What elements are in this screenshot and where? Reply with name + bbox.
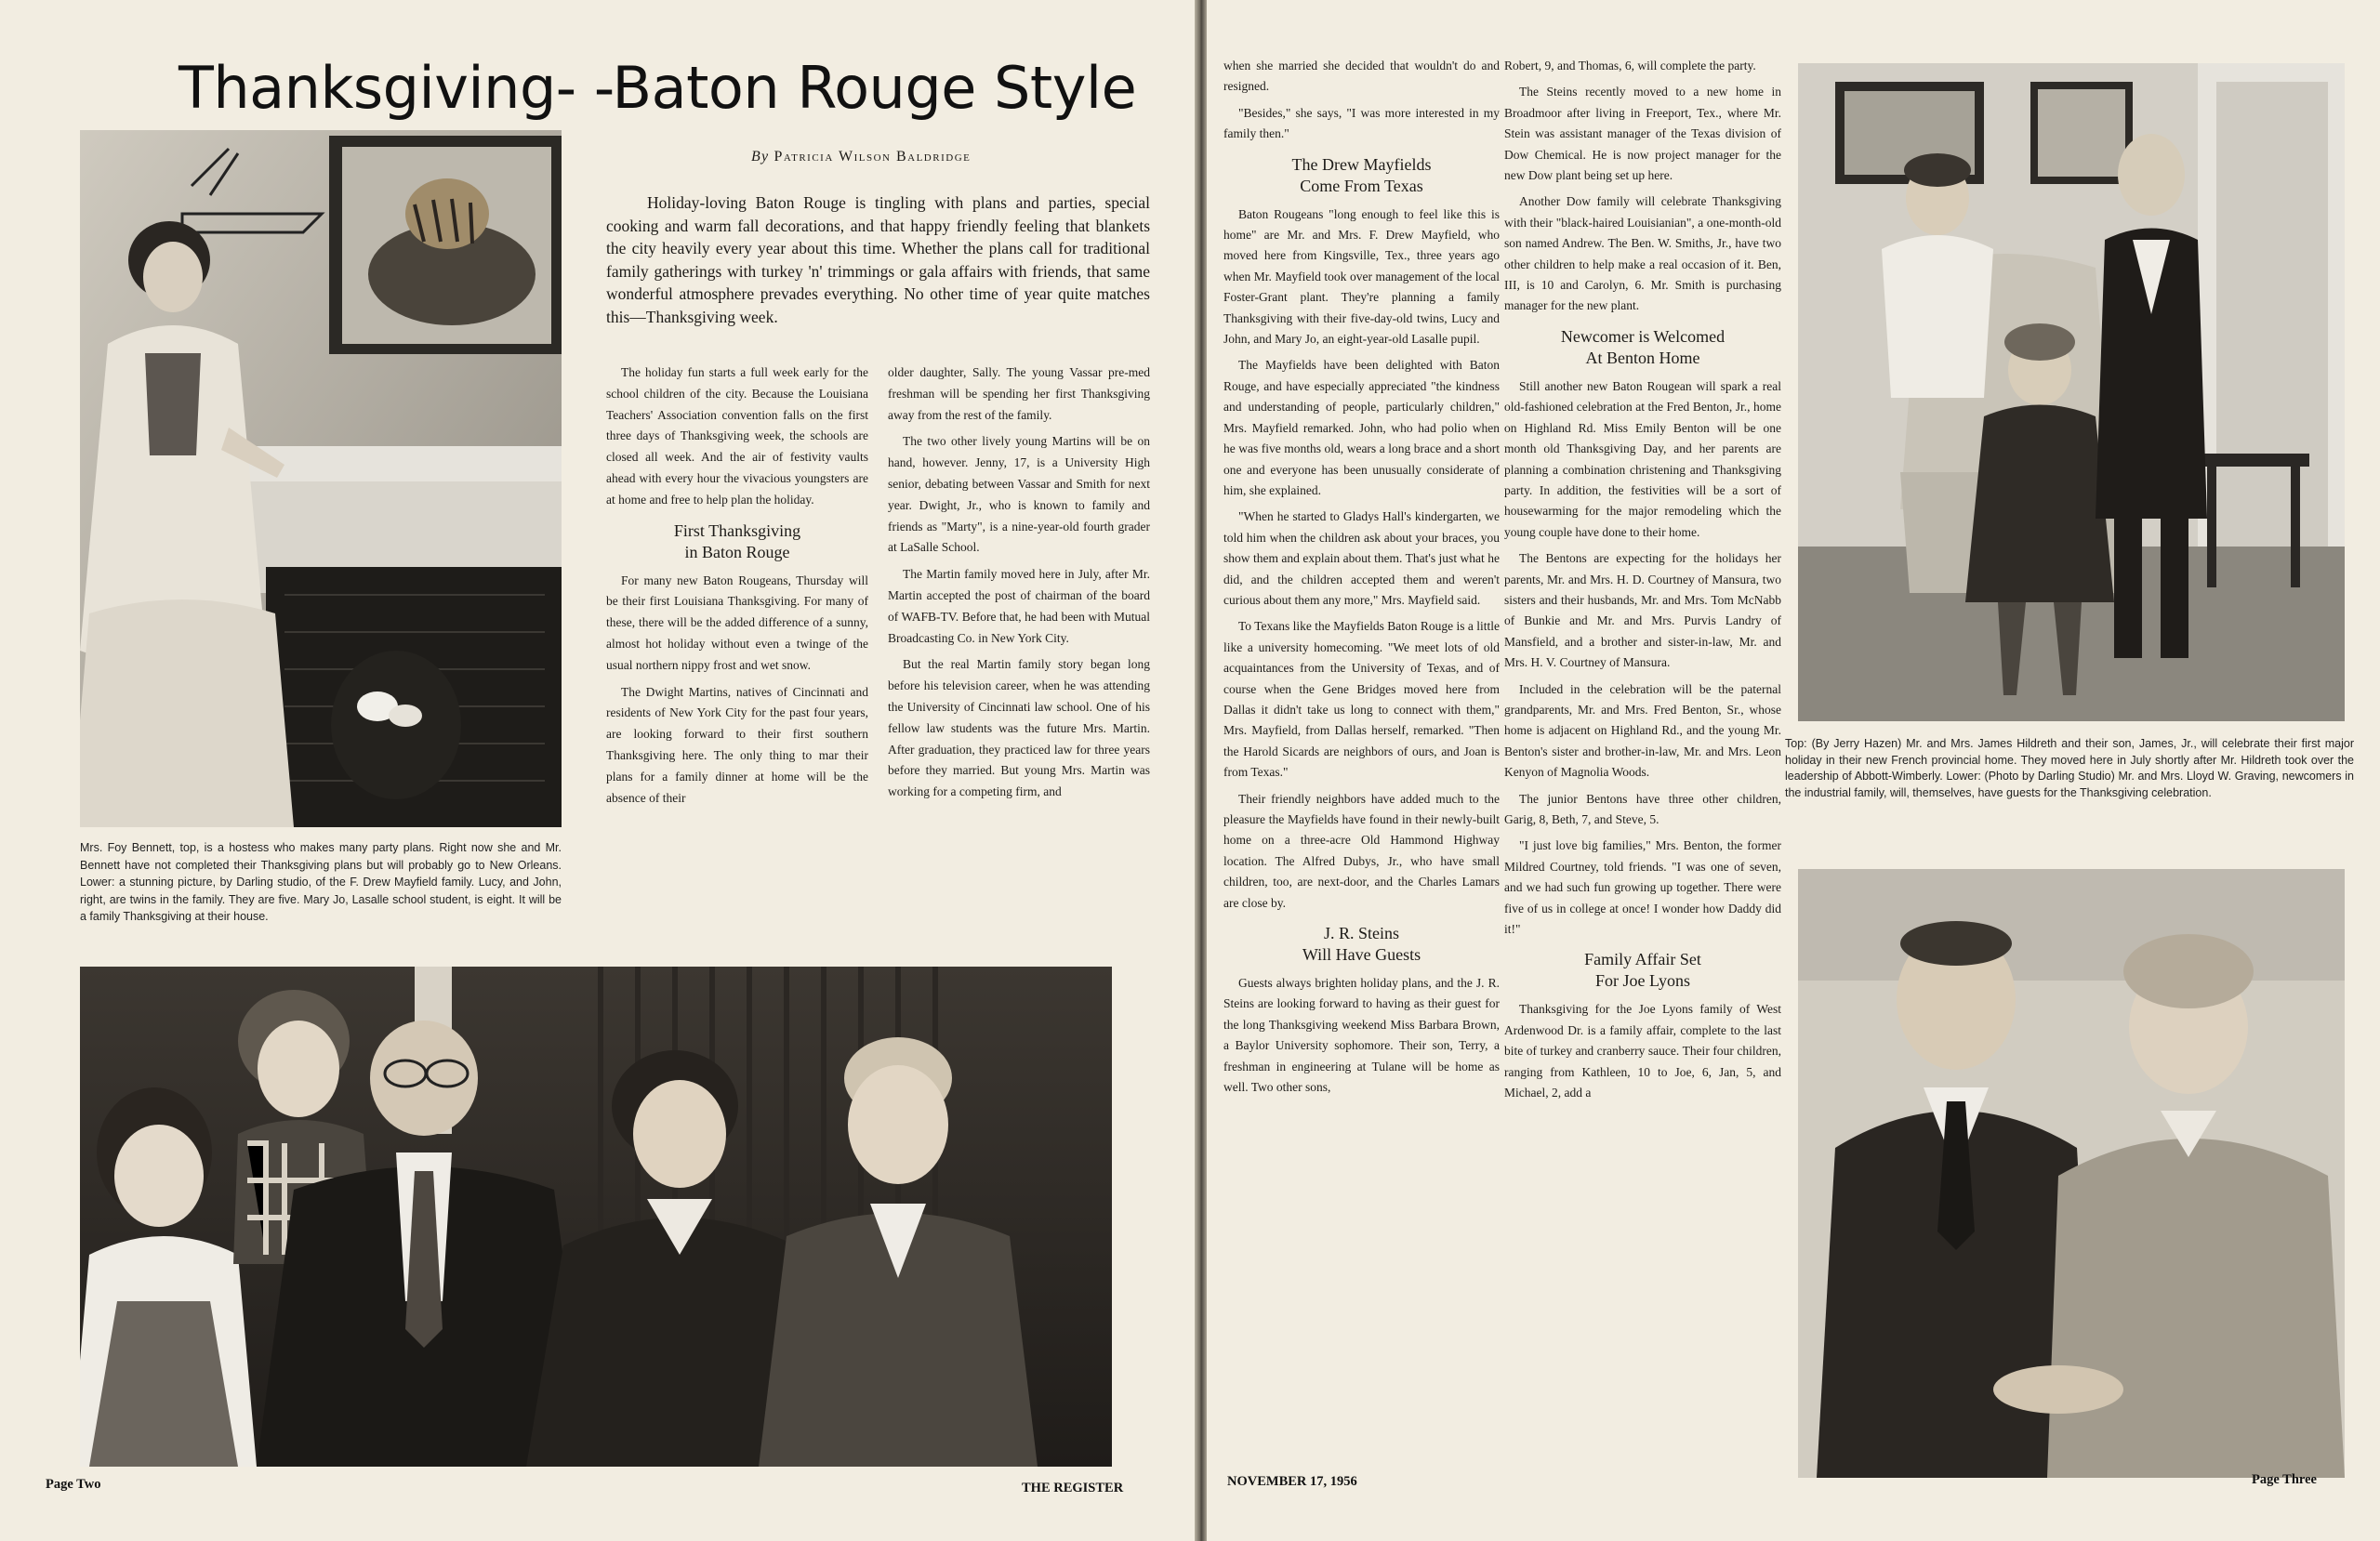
paragraph: Robert, 9, and Thomas, 6, will complete the party. <box>1504 59 1756 72</box>
right-column-2 <box>1504 56 1781 1109</box>
folio-page-two: Page Two <box>46 1477 101 1492</box>
article-title: Thanksgiving- -Baton Rouge Style <box>178 54 1137 122</box>
paragraph: when she married she decided that wouldn't do and resigned. <box>1223 59 1500 94</box>
photo-hostess-fireplace <box>80 130 562 827</box>
folio-publication-name: THE REGISTER <box>1022 1481 1124 1495</box>
paragraph: "I just love big families," Mrs. Benton, the former Mildred Courtney, told friends. "I was one of seven, and we had such fun growing up together. There were five of us in college at once! I wonder how Daddy did it!" <box>1504 838 1781 937</box>
subhead-joe-lyons <box>1504 949 1781 992</box>
paragraph: The junior Bentons have three other children, Garig, 8, Beth, 7, and Steve, 5. <box>1504 791 1781 826</box>
article-lede: Holiday-loving Baton Rouge is tingling with plans and parties, special cooking and warm fall decorations, and that happy friendly feeling that blankets the city heavily every year about this time. Whether the plans call for traditional family gatherings with turkey 'n' trimmings or gala affairs with friends, that same wonderful atmosphere prevades everything. No other time of year quite matches this—Thanksgiving week. <box>606 193 1150 326</box>
paragraph: "Besides," she says, "I was more interested in my family then." <box>1223 105 1500 141</box>
paragraph: Another Dow family will celebrate Thanksgiving with their "black-haired Louisianian", a one-month-old son named Andrew. The Ben. W. Smiths, Jr., have two other children to help make a real occasion of it. Ben, III, is 10 and Carolyn, 6. Mr. Smith is purchasing manager for the new plant. <box>1504 194 1781 313</box>
subhead-newcomer <box>1504 326 1781 369</box>
photo-graving-couple <box>1798 869 2345 1478</box>
paragraph: Guests always brighten holiday plans, and the J. R. Steins are looking forward to having as their guest for the long Thanksgiving weekend Miss Barbara Brown, a Baylor University sophomore. Their son, Terry, a freshman in engineering at Tulane will be home as well. Two other sons, <box>1223 976 1500 1095</box>
paragraph: older daughter, Sally. The young Vassar pre-med freshman will be spending her first Thanksgiving away from the rest of the family. <box>888 365 1150 422</box>
paragraph: The Dwight Martins, natives of Cincinnati and residents of New York City for the past four years, are looking forward to their first southern Thanksgiving here. The only thing to mar their plans for a family dinner at home will be the absence of their <box>606 684 868 805</box>
paragraph: Thanksgiving for the Joe Lyons family of West Ardenwood Dr. is a family affair, complete to the last bite of turkey and cranberry sauce. Their four children, ranging from Kathleen, 10 to Joe, 6, Jan, 5, and Michael, 2, add a <box>1504 1002 1781 1100</box>
subhead-drew-mayfields <box>1223 154 1500 197</box>
paragraph: But the real Martin family story began long before his television career, when he was attending the University of Cincinnati law school. One of his fellow law students was the future Mrs. Martin. After graduation, they practiced law for three years before they married. But young Mrs. Martin was working for a competing firm, and <box>888 657 1150 799</box>
subhead-first-thanksgiving <box>606 520 868 563</box>
paragraph: The Martin family moved here in July, after Mr. Martin accepted the post of chairman of the board of WAFB-TV. Before that, he had been with Mutual Broadcasting Co. in New York City. <box>888 567 1150 645</box>
subhead-steins <box>1223 923 1500 966</box>
paragraph: "When he started to Gladys Hall's kindergarten, we told him when the children ask about your braces, you show them and explain about them. That's just what he did, and the children accepted them and weren't curious about them any more," Mrs. Mayfield said. <box>1223 509 1500 607</box>
paragraph: Still another new Baton Rougean will spark a real old-fashioned celebration at the Fred Benton, Jr., home on Highland Rd. Miss Emily Benton will be one month old Thanksgiving Day, and her parents are planning a combination christening and Thanksgiving party. In addition, the festivities will be a sort of housewarming for the major remodeling which the young couple have done to their home. <box>1504 378 1781 539</box>
left-column-1 <box>606 362 868 814</box>
paragraph: The Bentons are expecting for the holidays her parents, Mr. and Mrs. H. D. Courtney of Mansura, two sisters and their husbands, Mr. and Mrs. Tom McNabb of Bunkie and Mr. and Mrs. Purvis Landry of Mansfield, and a brother and sister-in-law, Mr. and Mrs. H. V. Courtney of Mansura. <box>1504 551 1781 670</box>
left-column-2 <box>888 362 1150 809</box>
paragraph: Included in the celebration will be the paternal grandparents, Mr. and Mrs. Fred Benton, Sr., whose home is adjacent on Highland Rd., and the young Mr. Benton's sister and brother-in-law, Mr. and Mrs. Leon Kenyon of Magnolia Woods. <box>1504 681 1781 780</box>
subhead-line: in Baton Rouge <box>684 542 790 561</box>
left-photo-caption: Mrs. Foy Bennett, top, is a hostess who makes many party plans. Right now she and Mr. Bennett have not completed their Thanksgiving plans but will probably go to New Orleans. Lower: a stunning picture, by Darling studio, of the F. Drew Mayfield family. Lucy, and John, right, are twins in the family. They are five. Mary Jo, Lasalle school student, is eight. It will be a family Thanksgiving at their house. <box>80 841 562 923</box>
paragraph: The Steins recently moved to a new home in Broadmoor after living in Freeport, Tex., where Mr. Stein was assistant manager of the Texas division of Dow Chemical. He is now project manager for the new Dow plant being set up here. <box>1504 85 1781 183</box>
byline-author: Patricia Wilson Baldridge <box>774 149 972 165</box>
paragraph: Their friendly neighbors have added much to the pleasure the Mayfields have found in their newly-built home on a three-acre Old Hammond Highway location. The Alfred Dubys, Jr., who have small children, too, are next-door, and the Charles Lamars are close by. <box>1223 791 1500 910</box>
subhead-line: Come From Texas <box>1300 176 1423 195</box>
paragraph: The two other lively young Martins will be on hand, however. Jenny, 17, is a University High senior, debating between Vassar and Smith for next year. Dwight, Jr., who is known to family and friends as "Marty", is a nine-year-old fourth grader at LaSalle School. <box>888 434 1150 555</box>
subhead-line: For Joe Lyons <box>1594 971 1690 991</box>
byline-prefix: By <box>751 149 770 165</box>
page-gutter <box>1195 0 1207 1541</box>
paragraph: To Texans like the Mayfields Baton Rouge is a little like a university homecoming. "We meet lots of old acquaintances from the University of Texas, and of course when the Gene Bridges moved here from Dallas it didn't take us long to connect with them," Mrs. Mayfield, from Dallas herself, remarked. "Then the Harold Sicards are neighbors of ours, and Joan is from Texas." <box>1223 619 1500 780</box>
subhead-line: Family Affair Set <box>1584 950 1701 969</box>
right-page <box>1207 0 2380 1541</box>
right-column-1 <box>1223 56 1500 1103</box>
paragraph: For many new Baton Rougeans, Thursday will be their first Louisiana Thanksgiving. For many of these, there will be the added difference of a sunny, almost hot holiday without even a twinge of the usual northern nippy frost and wet snow. <box>606 573 868 672</box>
paragraph: The holiday fun starts a full week early for the school children of the city. Because the Louisiana Teachers' Association convention falls on the first three days of Thanksgiving week, the schools are closed all week. And the air of festivity vaults ahead with every hour the vivacious youngsters are at home and free to help plan the holiday. <box>606 365 868 507</box>
subhead-line: At Benton Home <box>1585 348 1700 367</box>
right-photo-caption: Top: (By Jerry Hazen) Mr. and Mrs. James Hildreth and their son, James, Jr., will celebrate their first major holiday in their new French provincial home. They moved here in July shortly after Mr. Hildreth took over the leadership of Abbott-Wimberly. Lower: (Photo by Darling Studio) Mr. and Mrs. Lloyd W. Graving, newcomers in the industrial family, will, themselves, have guests for the Thanksgiving celebration. <box>1785 737 2354 799</box>
subhead-line: Will Have Guests <box>1302 945 1421 965</box>
paragraph: The Mayfields have been delighted with Baton Rouge, and have especially appreciated "the kindness and understanding of people, particularly children," Mrs. Mayfield remarked. John, who had polio when he was five months old, wears a long brace and a short one and everyone has been unusually considerate of him, she explained. <box>1223 358 1500 497</box>
subhead-line: J. R. Steins <box>1323 924 1400 943</box>
photo-hildreth-family <box>1798 63 2345 721</box>
photo-mayfield-family <box>80 967 1112 1467</box>
folio-issue-date: NOVEMBER 17, 1956 <box>1227 1474 1357 1489</box>
subhead-line: First Thanksgiving <box>673 520 801 540</box>
paragraph: Baton Rougeans "long enough to feel like this is home" are Mr. and Mrs. F. Drew Mayfield, who moved here from Kingsville, Tex., three years ago when Mr. Mayfield took over management of the local Foster-Grant plant. They're planning a family Thanksgiving with their five-day-old twins, Lucy and John, and Mary Jo, an eight-year-old Lasalle pupil. <box>1223 206 1500 347</box>
subhead-line: The Drew Mayfields <box>1291 154 1432 174</box>
article-byline <box>751 149 971 165</box>
subhead-line: Newcomer is Welcomed <box>1560 326 1726 346</box>
folio-page-three: Page Three <box>2252 1472 2317 1487</box>
